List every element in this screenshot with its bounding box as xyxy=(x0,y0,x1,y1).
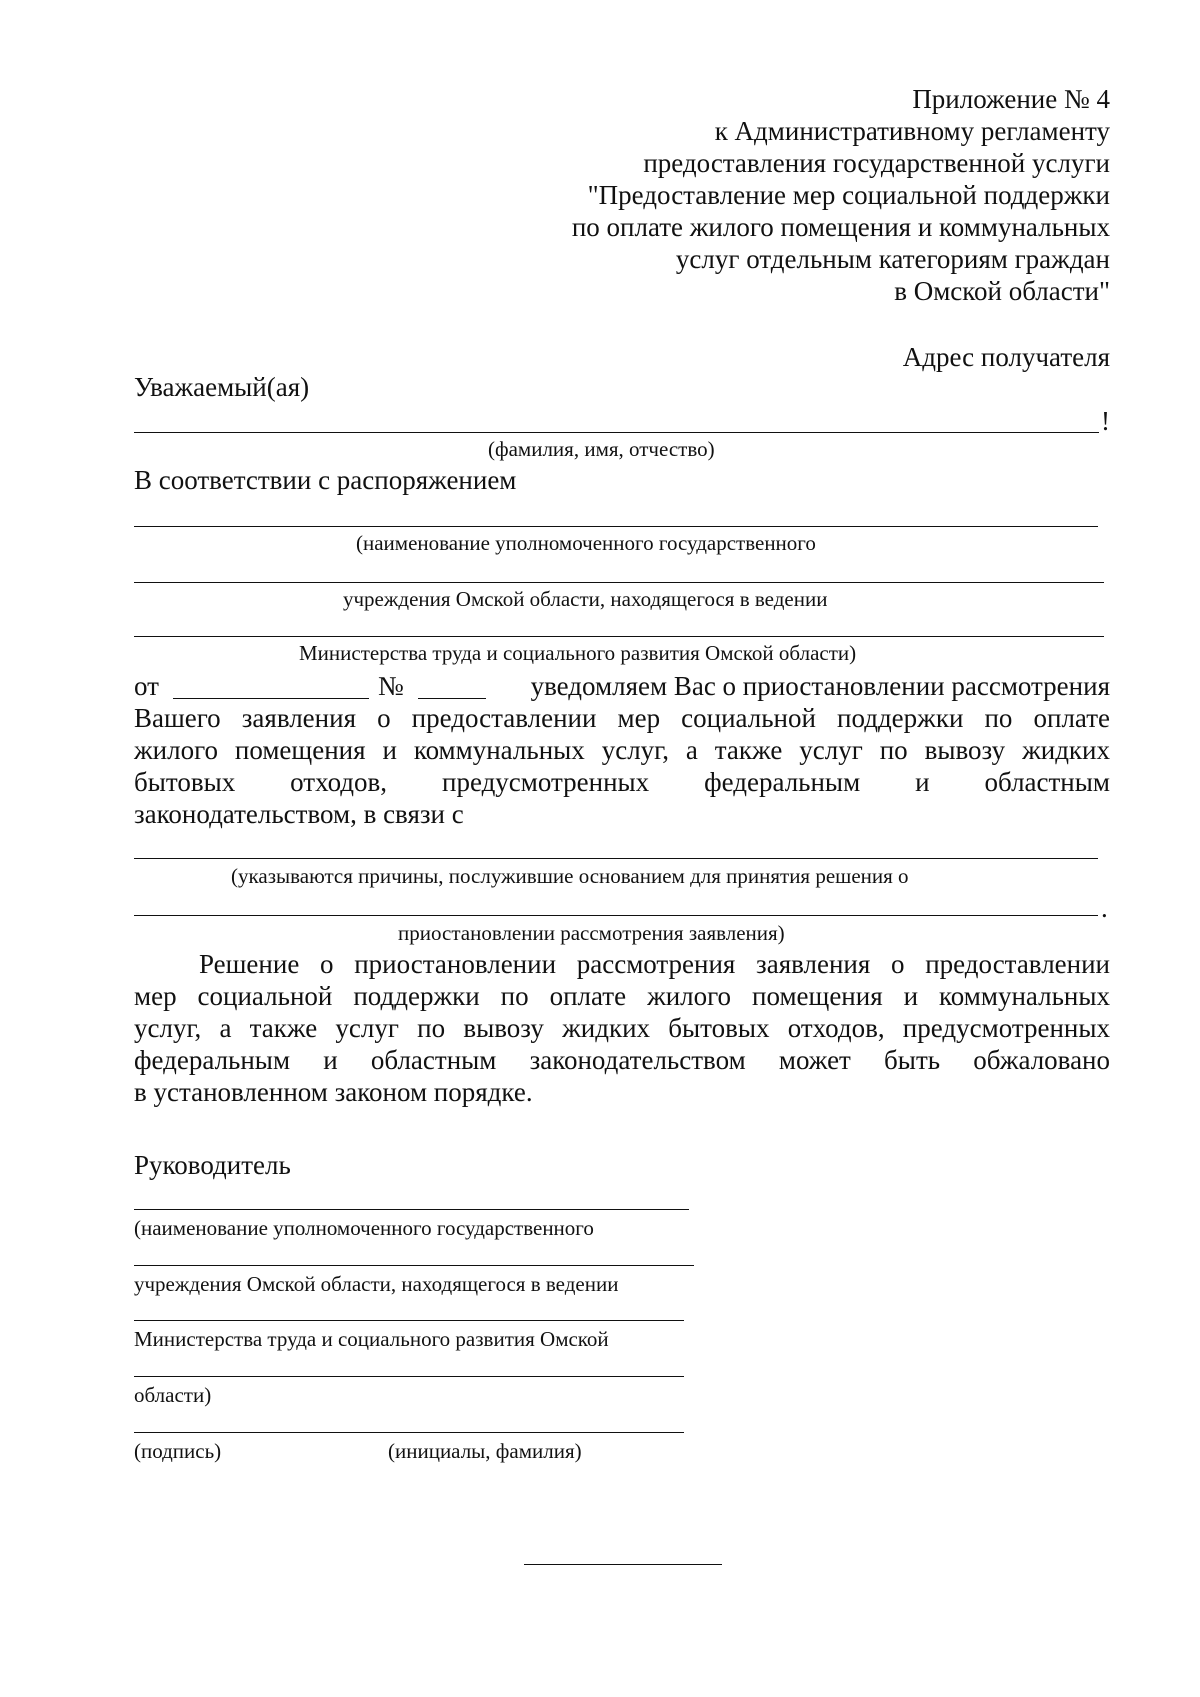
decision-last: в установленном законом порядке. xyxy=(134,1077,533,1107)
decision-line-2: мер социальной поддержки по оплате жилого помещения и коммунальных xyxy=(134,981,1110,1011)
order-caption-3: Министерства труда и социального развития Омской области) xyxy=(299,641,857,665)
reason-fill-line-1 xyxy=(134,858,1098,859)
order-fill-line-2 xyxy=(134,582,1104,583)
fio-fill-line xyxy=(134,432,1099,433)
reason-caption-2: приостановлении рассмотрения заявления) xyxy=(398,921,785,945)
order-body-line-2: жилого помещения и коммунальных услуг, а также услуг по вывозу жидких xyxy=(134,735,1110,765)
header-line-1: Приложение № 4 xyxy=(912,84,1110,114)
signature-caption-4: области) xyxy=(134,1383,212,1407)
signature-caption-2: учреждения Омской области, находящегося в ведении xyxy=(134,1272,619,1296)
initials-caption: (инициалы, фамилия) xyxy=(388,1439,582,1463)
order-caption-1: (наименование уполномоченного государственного xyxy=(356,531,816,555)
order-caption-2: учреждения Омской области, находящегося в ведении xyxy=(343,587,828,611)
order-intro: В соответствии с распоряжением xyxy=(134,465,517,495)
header-line-6: услуг отдельным категориям граждан xyxy=(675,244,1110,274)
reason-caption-1: (указываются причины, послужившие основанием для принятия решения о xyxy=(231,864,909,888)
end-separator-line xyxy=(524,1564,722,1565)
decision-line-3: услуг, а также услуг по вывозу жидких бытовых отходов, предусмотренных xyxy=(134,1013,1110,1043)
sign-fill-line-4 xyxy=(134,1376,684,1377)
sign-caption: (подпись) xyxy=(134,1439,222,1463)
order-body-line-1: Вашего заявления о предоставлении мер социальной поддержки по оплате xyxy=(134,703,1110,733)
header-line-2: к Административному регламенту xyxy=(714,116,1110,146)
salutation-greeting: Уважаемый(ая) xyxy=(134,372,310,402)
order-fill-line-1 xyxy=(134,526,1098,527)
order-body-line-3: бытовых отходов, предусмотренных федеральным и областным xyxy=(134,767,1110,797)
decision-line-4: федеральным и областным законодательством может быть обжаловано xyxy=(134,1045,1110,1075)
sign-fill-line-3 xyxy=(134,1320,684,1321)
signature-caption-3: Министерства труда и социального развития Омской xyxy=(134,1327,609,1351)
date-fill-line xyxy=(173,698,369,699)
sign-fill-line-2 xyxy=(134,1265,694,1266)
decision-line-1: Решение о приостановлении рассмотрения заявления о предоставлении xyxy=(199,949,1110,979)
notify-text: уведомляем Вас о приостановлении рассмотрения xyxy=(530,671,1110,701)
order-fill-line-3 xyxy=(134,636,1104,637)
number-fill-line xyxy=(418,698,486,699)
signature-caption-1: (наименование уполномоченного государственного xyxy=(134,1216,594,1240)
from-word: от xyxy=(134,671,159,701)
header-line-3: предоставления государственной услуги xyxy=(643,148,1110,178)
exclamation-mark: ! xyxy=(1101,406,1110,436)
number-sign: № xyxy=(378,671,404,701)
order-body-last: законодательством, в связи с xyxy=(134,799,464,829)
fio-caption: (фамилия, имя, отчество) xyxy=(488,437,715,461)
reason-fill-line-2 xyxy=(134,915,1098,916)
signature-title: Руководитель xyxy=(134,1150,291,1180)
recipient-address: Адрес получателя xyxy=(902,342,1110,372)
sign-fill-line-5 xyxy=(134,1432,684,1433)
sign-fill-line-1 xyxy=(134,1209,689,1210)
header-line-4: "Предоставление мер социальной поддержки xyxy=(587,180,1110,210)
period-mark: . xyxy=(1101,893,1108,923)
header-line-5: по оплате жилого помещения и коммунальных xyxy=(571,212,1110,242)
header-line-7: в Омской области" xyxy=(894,276,1110,306)
